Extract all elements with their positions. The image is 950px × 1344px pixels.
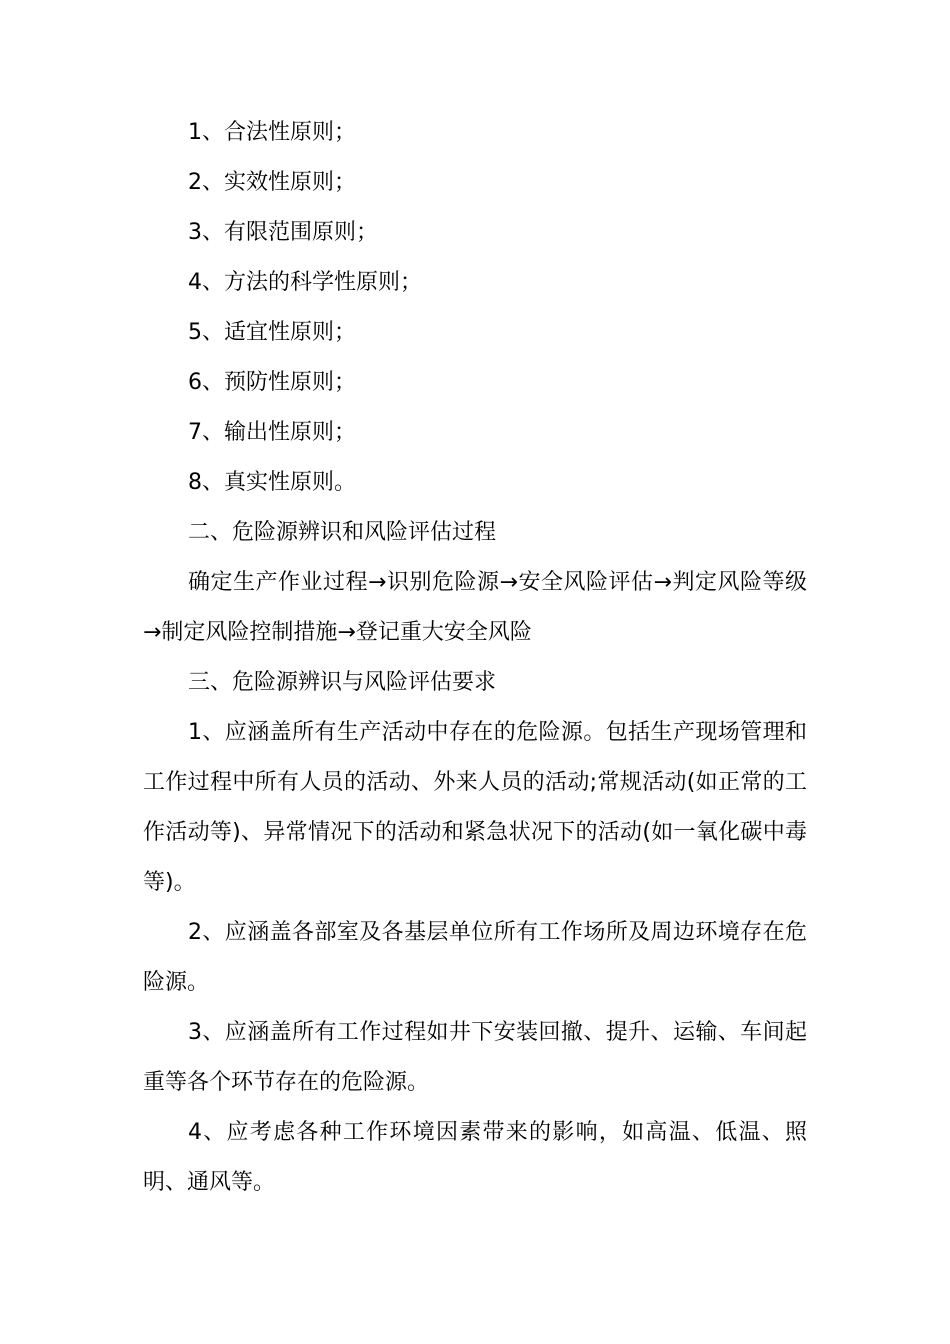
requirement-paragraph: 2、应涵盖各部室及各基层单位所有工作场所及周边环境存在危险源。 [143, 920, 807, 995]
document-body [143, 108, 807, 1208]
section-heading: 二、危险源辨识和风险评估过程 [188, 520, 497, 545]
section-heading: 三、危险源辨识与风险评估要求 [188, 670, 497, 695]
principle-item: 3、有限范围原则； [188, 220, 378, 245]
principle-item: 7、输出性原则； [188, 420, 356, 445]
requirement-paragraph: 3、应涵盖所有工作过程如井下安装回撤、提升、运输、车间起重等各个环节存在的危险源。 [143, 1020, 807, 1095]
process-paragraph: 确定生产作业过程→识别危险源→安全风险评估→判定风险等级→制定风险控制措施→登记重大安全风险 [143, 570, 807, 645]
principle-item: 8、真实性原则。 [188, 470, 356, 495]
requirement-paragraph: 1、应涵盖所有生产活动中存在的危险源。包括生产现场管理和工作过程中所有人员的活动、外来人员的活动;常规活动(如正常的工作活动等)、异常情况下的活动和紧急状况下的活动(如一氧化碳中毒等)。 [143, 720, 807, 895]
principle-item: 5、适宜性原则； [188, 320, 356, 345]
principle-item: 6、预防性原则； [188, 370, 356, 395]
principle-item: 2、实效性原则； [188, 170, 356, 195]
principle-item: 4、方法的科学性原则； [188, 270, 422, 295]
requirement-paragraph: 4、应考虑各种工作环境因素带来的影响，如高温、低温、照明、通风等。 [143, 1120, 807, 1195]
principle-item: 1、合法性原则； [188, 120, 356, 145]
